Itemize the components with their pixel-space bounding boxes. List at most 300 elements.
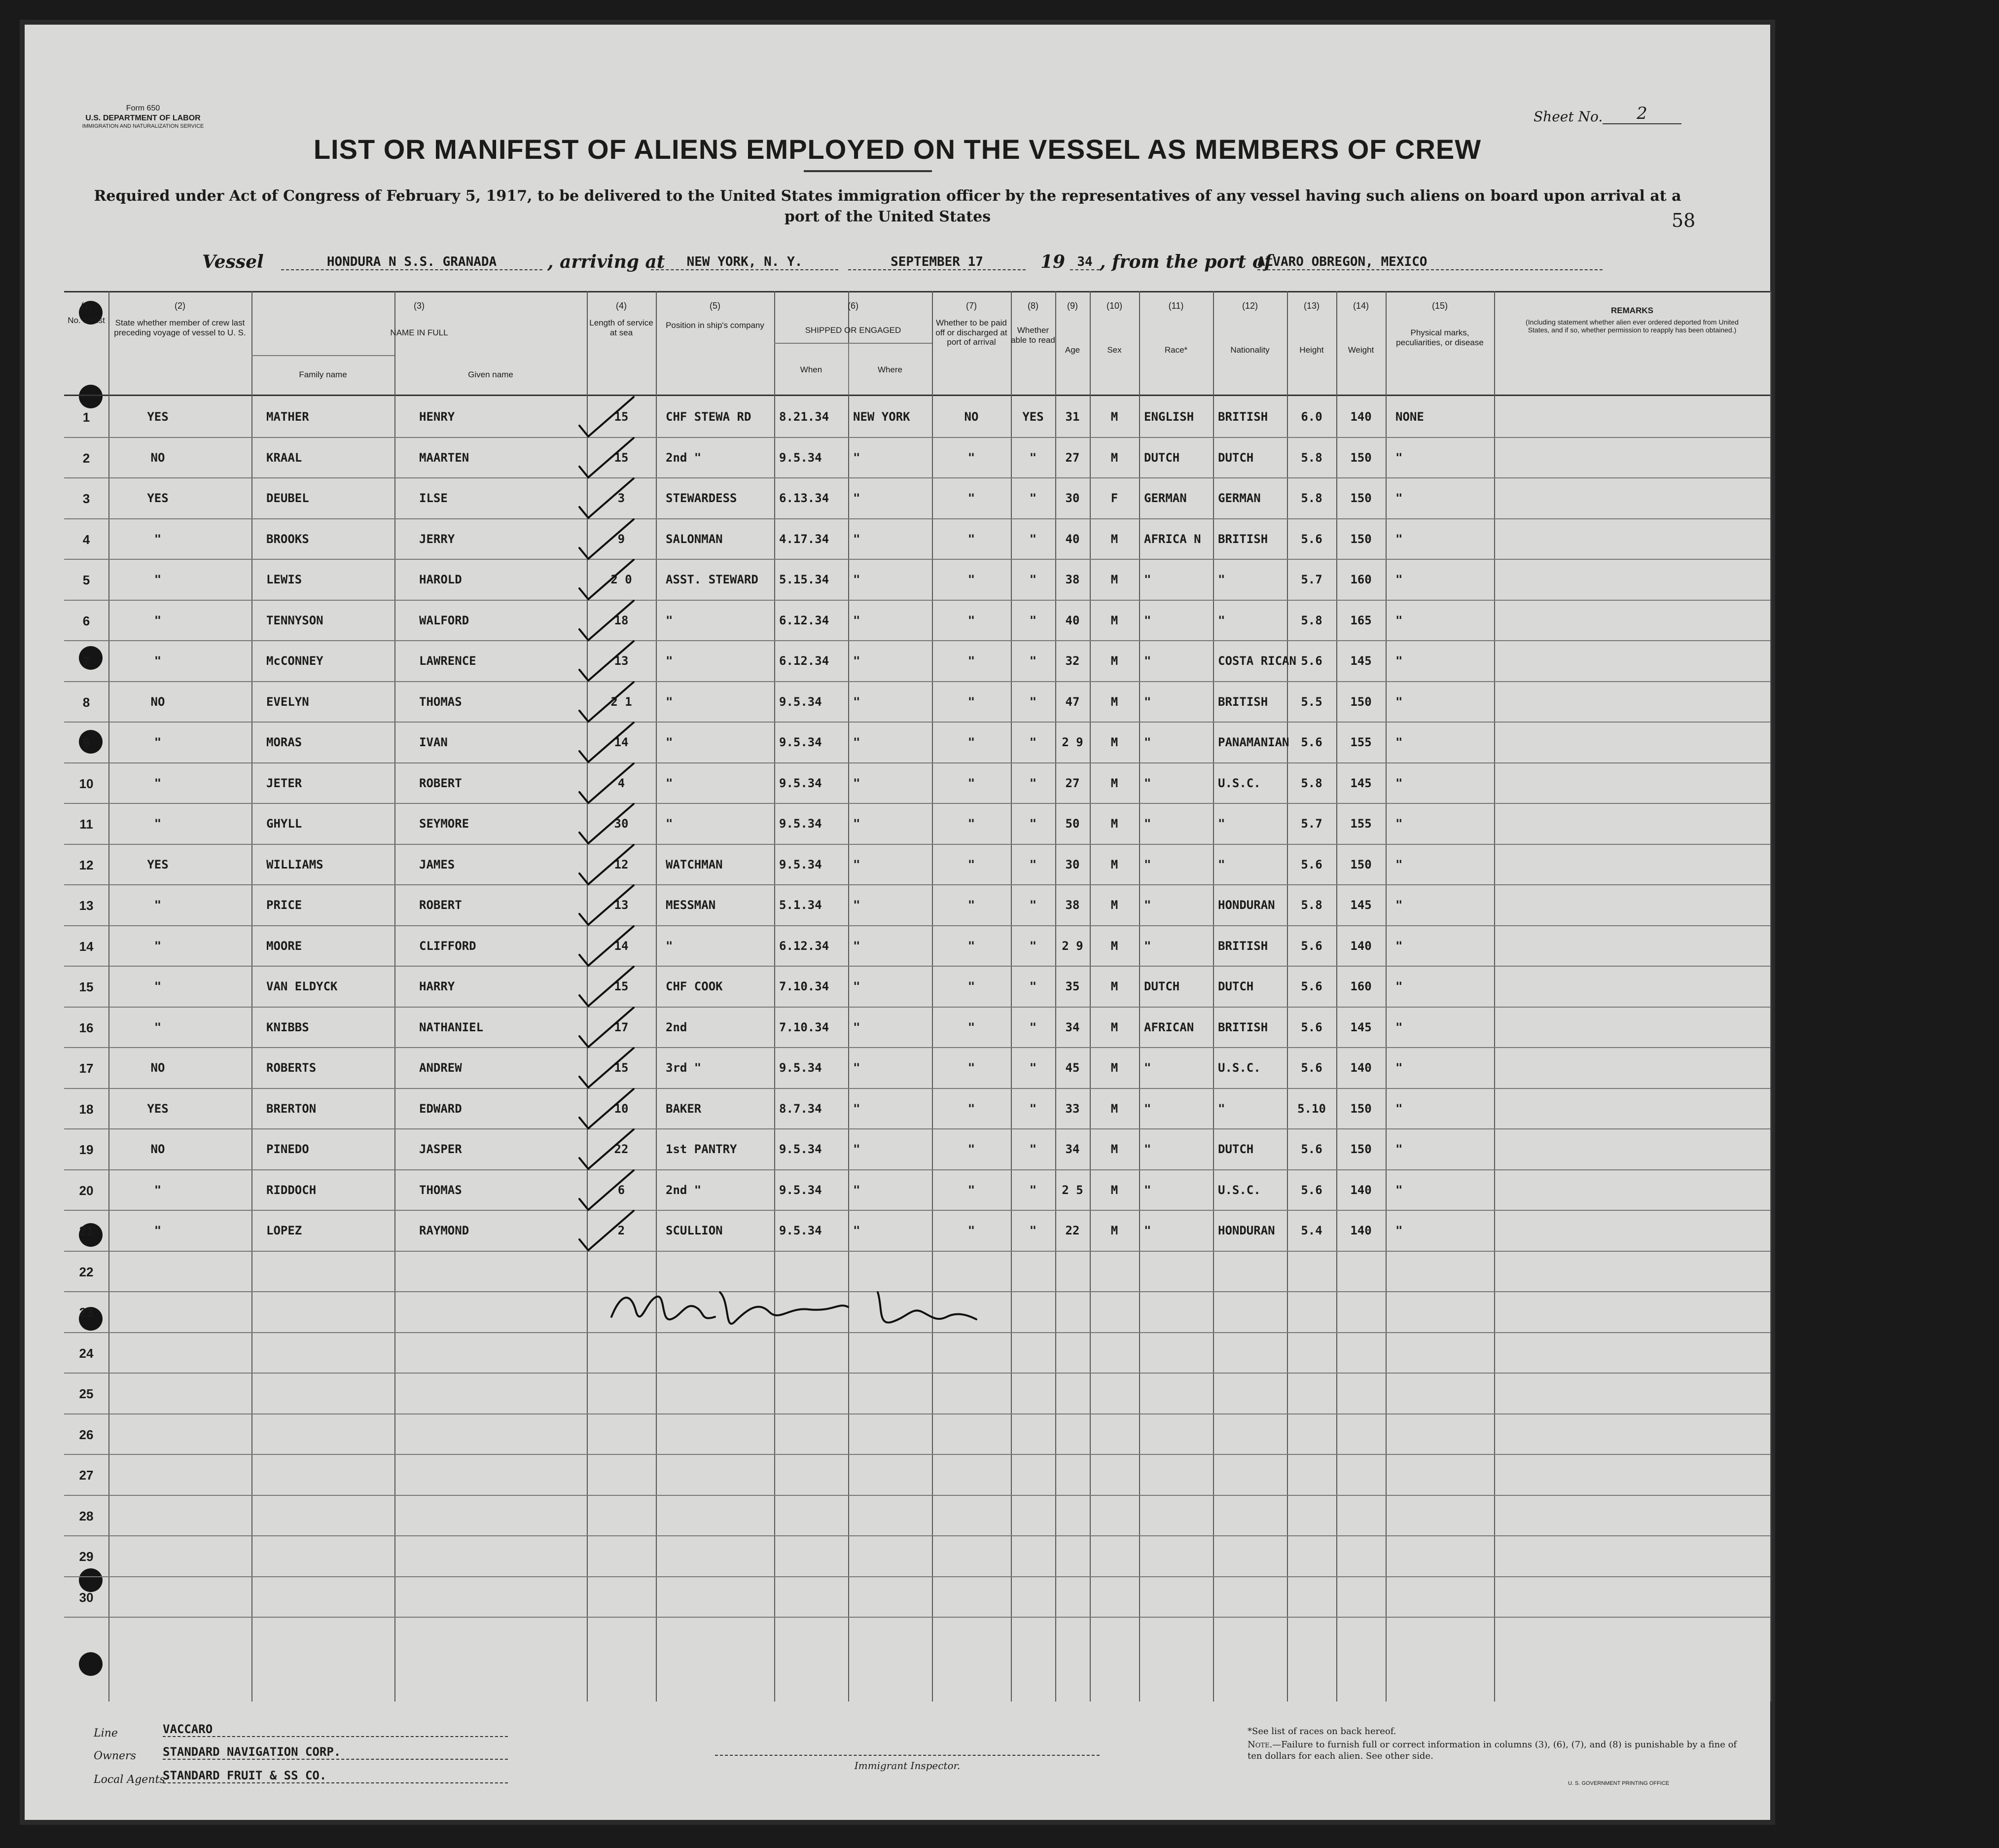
row-number: 11 bbox=[79, 817, 93, 832]
cell-age: 38 bbox=[1065, 573, 1080, 586]
cell-marks: " bbox=[1395, 1224, 1403, 1237]
cell-nationality: " bbox=[1218, 857, 1225, 871]
cell-service: 10 bbox=[614, 1101, 629, 1116]
row-number: 13 bbox=[79, 898, 94, 913]
cell-weight: 160 bbox=[1350, 573, 1372, 586]
cell-nationality: DUTCH bbox=[1218, 979, 1254, 993]
cell-weight: 165 bbox=[1350, 613, 1372, 627]
row-rule bbox=[64, 1535, 1770, 1536]
cell-when: 6.13.34 bbox=[779, 491, 829, 505]
cell-paid: " bbox=[967, 1183, 975, 1197]
cell-service: 9 bbox=[617, 532, 625, 546]
cell-height: 6.0 bbox=[1301, 410, 1322, 424]
col2-num: (2) bbox=[175, 301, 185, 311]
cell-nationality: U.S.C. bbox=[1218, 1061, 1261, 1075]
cell-family: KNIBBS bbox=[266, 1020, 309, 1034]
cell-read: " bbox=[1029, 1061, 1037, 1075]
cell-position: " bbox=[666, 613, 673, 627]
row-rule bbox=[64, 437, 1770, 438]
printer-mark: U. S. GOVERNMENT PRINTING OFFICE bbox=[1568, 1780, 1670, 1786]
row-number: 7 bbox=[82, 654, 90, 669]
cell-paid: " bbox=[967, 939, 975, 953]
cell-race: " bbox=[1144, 898, 1151, 912]
cell-race: " bbox=[1144, 1224, 1151, 1237]
check-mark-icon bbox=[574, 1205, 639, 1254]
col1-label: No. on list bbox=[68, 316, 105, 325]
cell-when: 8.7.34 bbox=[779, 1101, 822, 1116]
row-rule bbox=[64, 518, 1770, 519]
form-id-block bbox=[79, 104, 207, 130]
cell-paid: " bbox=[967, 613, 975, 627]
row-number: 15 bbox=[79, 979, 94, 994]
cell-service: 15 bbox=[614, 979, 629, 993]
cell-race: DUTCH bbox=[1144, 979, 1180, 993]
col11-label: Race* bbox=[1164, 345, 1188, 355]
cell-weight: 150 bbox=[1350, 1142, 1372, 1156]
col6-label: SHIPPED OR ENGAGED bbox=[805, 326, 901, 335]
cell-race: " bbox=[1144, 1101, 1151, 1116]
cell-race: " bbox=[1144, 939, 1151, 953]
vessel-label: Vessel bbox=[202, 252, 264, 272]
cell-marks: " bbox=[1395, 654, 1403, 668]
owners-value: STANDARD NAVIGATION CORP. bbox=[163, 1745, 508, 1760]
row-number: 20 bbox=[79, 1183, 94, 1198]
cell-read: " bbox=[1029, 1224, 1037, 1237]
cell-service: 3 bbox=[617, 491, 625, 505]
col7-num: (7) bbox=[966, 301, 977, 311]
cell-weight: 150 bbox=[1350, 857, 1372, 871]
col14-num: (14) bbox=[1353, 301, 1369, 311]
cell-sex: M bbox=[1110, 450, 1118, 465]
cell-race: " bbox=[1144, 817, 1151, 831]
cell-sex: M bbox=[1110, 817, 1118, 831]
cell-prev: NO bbox=[150, 694, 165, 709]
col14-label: Weight bbox=[1348, 345, 1374, 355]
cell-marks: " bbox=[1395, 1183, 1403, 1197]
cell-nationality: " bbox=[1218, 613, 1225, 627]
footer bbox=[25, 1716, 1770, 1815]
cell-given: LAWRENCE bbox=[419, 654, 476, 668]
cell-when: 6.12.34 bbox=[779, 654, 829, 668]
cell-nationality: HONDURAN bbox=[1218, 898, 1275, 912]
col9-num: (9) bbox=[1067, 301, 1078, 311]
row-rule bbox=[64, 844, 1770, 845]
name-subrule bbox=[251, 355, 394, 356]
cell-weight: 150 bbox=[1350, 532, 1372, 546]
cell-nationality: U.S.C. bbox=[1218, 1183, 1261, 1197]
cell-sex: M bbox=[1110, 857, 1118, 871]
cell-read: YES bbox=[1022, 410, 1044, 424]
cell-family: DEUBEL bbox=[266, 491, 309, 505]
cell-sex: M bbox=[1110, 654, 1118, 668]
cell-where: " bbox=[853, 694, 860, 709]
cell-family: TENNYSON bbox=[266, 613, 323, 627]
cell-marks: " bbox=[1395, 776, 1403, 790]
cell-race: " bbox=[1144, 735, 1151, 749]
cell-position: MESSMAN bbox=[666, 898, 716, 912]
cell-read: " bbox=[1029, 979, 1037, 993]
cell-prev: " bbox=[154, 979, 162, 993]
cell-sex: M bbox=[1110, 1142, 1118, 1156]
cell-where: " bbox=[853, 776, 860, 790]
cell-given: RAYMOND bbox=[419, 1224, 469, 1237]
arriving-port: NEW YORK, N. Y. bbox=[651, 254, 838, 270]
cell-height: 5.4 bbox=[1301, 1224, 1322, 1237]
cell-when: 7.10.34 bbox=[779, 1020, 829, 1034]
note-text: —Failure to furnish full or correct information in columns (3), (6), (7), and (8) is punishable by a fine of ten dollars for each alien. See other side. bbox=[1248, 1739, 1737, 1762]
cell-paid: " bbox=[967, 857, 975, 871]
cell-family: BROOKS bbox=[266, 532, 309, 546]
cell-race: " bbox=[1144, 1061, 1151, 1075]
col10-num: (10) bbox=[1106, 301, 1122, 311]
row-number: 28 bbox=[79, 1508, 94, 1523]
cell-position: " bbox=[666, 817, 673, 831]
cell-read: " bbox=[1029, 735, 1037, 749]
row-number: 23 bbox=[79, 1305, 94, 1320]
year-prefix: 19 bbox=[1040, 252, 1066, 272]
row-number: 14 bbox=[79, 939, 94, 954]
cell-when: 9.5.34 bbox=[779, 450, 822, 465]
cell-read: " bbox=[1029, 817, 1037, 831]
col1-num: (1) bbox=[81, 301, 92, 311]
remarks-note: (Including statement whether alien ever ordered deported from United States, and if so, whether permission to reapply has been obtained.) bbox=[1526, 318, 1739, 334]
cell-paid: " bbox=[967, 654, 975, 668]
remarks-header: REMARKS bbox=[1611, 306, 1653, 315]
cell-height: 5.6 bbox=[1301, 735, 1322, 749]
cell-when: 9.5.34 bbox=[779, 817, 822, 831]
col12-label: Nationality bbox=[1230, 345, 1270, 355]
cell-nationality: BRITISH bbox=[1218, 939, 1268, 953]
row-rule bbox=[64, 722, 1770, 723]
from-port-label: , from the port of bbox=[1100, 252, 1272, 272]
cell-nationality: " bbox=[1218, 573, 1225, 586]
arrival-date: SEPTEMBER 17 bbox=[848, 254, 1026, 270]
cell-age: 47 bbox=[1065, 694, 1080, 709]
manifest-page bbox=[20, 20, 1775, 1825]
cell-marks: " bbox=[1395, 979, 1403, 993]
cell-family: MORAS bbox=[266, 735, 302, 749]
cell-weight: 150 bbox=[1350, 491, 1372, 505]
cell-nationality: " bbox=[1218, 1101, 1225, 1116]
cell-read: " bbox=[1029, 939, 1037, 953]
row-number: 5 bbox=[82, 573, 90, 587]
cell-race: ENGLISH bbox=[1144, 410, 1194, 424]
col-rule bbox=[1770, 291, 1771, 1702]
races-note: *See list of races on back hereof. bbox=[1248, 1726, 1396, 1737]
cell-when: 9.5.34 bbox=[779, 857, 822, 871]
cell-height: 5.6 bbox=[1301, 1183, 1322, 1197]
cell-where: " bbox=[853, 532, 860, 546]
cell-read: " bbox=[1029, 857, 1037, 871]
owners-label: Owners bbox=[94, 1750, 136, 1762]
col12-num: (12) bbox=[1242, 301, 1258, 311]
cell-weight: 140 bbox=[1350, 1061, 1372, 1075]
cell-read: " bbox=[1029, 1101, 1037, 1116]
cell-height: 5.8 bbox=[1301, 898, 1322, 912]
cell-position: 3rd " bbox=[666, 1061, 702, 1075]
cell-height: 5.7 bbox=[1301, 573, 1322, 586]
cell-paid: " bbox=[967, 1020, 975, 1034]
cell-given: THOMAS bbox=[419, 694, 462, 709]
cell-prev: " bbox=[154, 613, 162, 627]
cell-read: " bbox=[1029, 776, 1037, 790]
page-number: 58 bbox=[1672, 210, 1696, 231]
cell-nationality: COSTA RICAN bbox=[1218, 654, 1296, 668]
cell-read: " bbox=[1029, 450, 1037, 465]
cell-service: 12 bbox=[614, 857, 629, 871]
col7-label: Whether to be paid off or discharged at port of arrival bbox=[935, 318, 1007, 347]
cell-given: ROBERT bbox=[419, 776, 462, 790]
cell-given: EDWARD bbox=[419, 1101, 462, 1116]
row-number: 1 bbox=[82, 410, 90, 425]
cell-position: " bbox=[666, 654, 673, 668]
cell-prev: NO bbox=[150, 450, 165, 465]
cell-race: " bbox=[1144, 776, 1151, 790]
cell-paid: " bbox=[967, 898, 975, 912]
subtitle-line-1: Required under Act of Congress of February 5, 1917, to be delivered to the United States immigration officer by the representatives of any vessel having such aliens on board upon arrival at a bbox=[94, 187, 1681, 205]
cell-age: 30 bbox=[1065, 491, 1080, 505]
row-rule bbox=[64, 1495, 1770, 1496]
inspector-signature bbox=[602, 1272, 986, 1341]
cell-height: 5.6 bbox=[1301, 857, 1322, 871]
row-number: 25 bbox=[79, 1386, 94, 1401]
col11-num: (11) bbox=[1168, 301, 1184, 311]
row-rule bbox=[64, 1454, 1770, 1455]
cell-age: 27 bbox=[1065, 776, 1080, 790]
cell-weight: 150 bbox=[1350, 694, 1372, 709]
given-name-header: Given name bbox=[468, 370, 513, 379]
cell-service: 6 bbox=[617, 1183, 625, 1197]
cell-given: HARRY bbox=[419, 979, 455, 993]
cell-height: 5.6 bbox=[1301, 1142, 1322, 1156]
inspector-line bbox=[715, 1755, 1100, 1756]
cell-position: ASST. STEWARD bbox=[666, 573, 758, 586]
col15-label: Physical marks, peculiarities, or disease bbox=[1396, 328, 1484, 347]
cell-prev: " bbox=[154, 898, 162, 912]
cell-weight: 140 bbox=[1350, 939, 1372, 953]
cell-where: " bbox=[853, 939, 860, 953]
cell-given: JAMES bbox=[419, 857, 455, 871]
col4-label: Length of service at sea bbox=[589, 318, 653, 337]
cell-position: WATCHMAN bbox=[666, 857, 723, 871]
cell-paid: " bbox=[967, 532, 975, 546]
cell-nationality: U.S.C. bbox=[1218, 776, 1261, 790]
sheet-number: 2 bbox=[1603, 104, 1681, 124]
cell-marks: " bbox=[1395, 573, 1403, 586]
cell-when: 9.5.34 bbox=[779, 1183, 822, 1197]
col3-num: (3) bbox=[414, 301, 425, 311]
cell-weight: 150 bbox=[1350, 1101, 1372, 1116]
cell-service: 22 bbox=[614, 1142, 629, 1156]
cell-age: 50 bbox=[1065, 817, 1080, 831]
cell-paid: " bbox=[967, 694, 975, 709]
cell-given: ROBERT bbox=[419, 898, 462, 912]
row-rule bbox=[64, 1617, 1770, 1618]
row-number: 12 bbox=[79, 857, 94, 872]
cell-age: 2 5 bbox=[1062, 1183, 1083, 1197]
cell-service: 2 0 bbox=[610, 573, 632, 586]
cell-family: McCONNEY bbox=[266, 654, 323, 668]
row-rule bbox=[64, 1128, 1770, 1129]
cell-given: JERRY bbox=[419, 532, 455, 546]
row-rule bbox=[64, 1576, 1770, 1577]
cell-height: 5.6 bbox=[1301, 1020, 1322, 1034]
cell-height: 5.7 bbox=[1301, 817, 1322, 831]
row-number: 21 bbox=[79, 1224, 94, 1238]
cell-position: 1st PANTRY bbox=[666, 1142, 737, 1156]
cell-prev: YES bbox=[147, 410, 169, 424]
cell-sex: M bbox=[1110, 573, 1118, 586]
cell-age: 34 bbox=[1065, 1020, 1080, 1034]
cell-weight: 145 bbox=[1350, 776, 1372, 790]
row-number: 10 bbox=[79, 776, 94, 791]
cell-where: " bbox=[853, 817, 860, 831]
cell-position: STEWARDESS bbox=[666, 491, 737, 505]
when-header: When bbox=[800, 365, 822, 374]
cell-age: 2 9 bbox=[1062, 939, 1083, 953]
cell-age: 40 bbox=[1065, 532, 1080, 546]
cell-when: 9.5.34 bbox=[779, 1224, 822, 1237]
row-number: 30 bbox=[79, 1590, 94, 1605]
cell-sex: M bbox=[1110, 735, 1118, 749]
col6-num: (6) bbox=[848, 301, 858, 311]
cell-weight: 145 bbox=[1350, 654, 1372, 668]
cell-given: THOMAS bbox=[419, 1183, 462, 1197]
cell-when: 9.5.34 bbox=[779, 735, 822, 749]
cell-family: BRERTON bbox=[266, 1101, 317, 1116]
row-rule bbox=[64, 1251, 1770, 1252]
cell-position: CHF STEWA RD bbox=[666, 410, 751, 424]
cell-when: 5.15.34 bbox=[779, 573, 829, 586]
cell-age: 2 9 bbox=[1062, 735, 1083, 749]
cell-prev: " bbox=[154, 1183, 162, 1197]
cell-sex: M bbox=[1110, 1224, 1118, 1237]
row-number: 27 bbox=[79, 1468, 94, 1483]
cell-nationality: BRITISH bbox=[1218, 1020, 1268, 1034]
cell-height: 5.8 bbox=[1301, 776, 1322, 790]
row-number: 19 bbox=[79, 1142, 94, 1157]
cell-height: 5.6 bbox=[1301, 979, 1322, 993]
cell-when: 6.12.34 bbox=[779, 613, 829, 627]
cell-family: LEWIS bbox=[266, 573, 302, 586]
col10-label: Sex bbox=[1107, 345, 1122, 355]
cell-when: 5.1.34 bbox=[779, 898, 822, 912]
cell-height: 5.10 bbox=[1297, 1101, 1326, 1116]
cell-where: " bbox=[853, 450, 860, 465]
cell-age: 22 bbox=[1065, 1224, 1080, 1237]
cell-when: 6.12.34 bbox=[779, 939, 829, 953]
department: U.S. DEPARTMENT OF LABOR bbox=[85, 114, 201, 122]
cell-read: " bbox=[1029, 694, 1037, 709]
col13-num: (13) bbox=[1303, 301, 1320, 311]
cell-marks: " bbox=[1395, 857, 1403, 871]
cell-height: 5.8 bbox=[1301, 613, 1322, 627]
cell-age: 45 bbox=[1065, 1061, 1080, 1075]
row-rule bbox=[64, 762, 1770, 763]
cell-height: 5.6 bbox=[1301, 1061, 1322, 1075]
row-rule bbox=[64, 1007, 1770, 1008]
note-label: Note. bbox=[1248, 1739, 1273, 1750]
cell-family: MATHER bbox=[266, 410, 309, 424]
row-number: 4 bbox=[82, 532, 90, 547]
cell-where: " bbox=[853, 491, 860, 505]
row-number: 26 bbox=[79, 1427, 94, 1442]
cell-prev: " bbox=[154, 735, 162, 749]
cell-weight: 140 bbox=[1350, 410, 1372, 424]
row-number: 29 bbox=[79, 1549, 94, 1564]
cell-read: " bbox=[1029, 1142, 1037, 1156]
cell-sex: M bbox=[1110, 1020, 1118, 1034]
cell-height: 5.5 bbox=[1301, 694, 1322, 709]
col8-num: (8) bbox=[1028, 301, 1038, 311]
cell-sex: M bbox=[1110, 613, 1118, 627]
cell-prev: " bbox=[154, 1224, 162, 1237]
cell-prev: " bbox=[154, 817, 162, 831]
cell-marks: NONE bbox=[1395, 410, 1424, 424]
row-rule bbox=[64, 559, 1770, 560]
cell-family: RIDDOCH bbox=[266, 1183, 317, 1197]
cell-service: 14 bbox=[614, 735, 629, 749]
cell-marks: " bbox=[1395, 491, 1403, 505]
cell-marks: " bbox=[1395, 1061, 1403, 1075]
row-rule bbox=[64, 925, 1770, 926]
cell-sex: M bbox=[1110, 694, 1118, 709]
row-number: 16 bbox=[79, 1020, 94, 1035]
cell-service: 17 bbox=[614, 1020, 629, 1034]
cell-paid: " bbox=[967, 1101, 975, 1116]
cell-weight: 160 bbox=[1350, 979, 1372, 993]
family-name-header: Family name bbox=[299, 370, 347, 379]
cell-weight: 140 bbox=[1350, 1183, 1372, 1197]
col9-label: Age bbox=[1065, 345, 1080, 355]
cell-family: LOPEZ bbox=[266, 1224, 302, 1237]
cell-height: 5.8 bbox=[1301, 450, 1322, 465]
cell-where: " bbox=[853, 857, 860, 871]
row-rule bbox=[64, 640, 1770, 641]
where-header: Where bbox=[877, 365, 903, 374]
cell-marks: " bbox=[1395, 532, 1403, 546]
cell-marks: " bbox=[1395, 939, 1403, 953]
cell-position: SALONMAN bbox=[666, 532, 723, 546]
cell-where: " bbox=[853, 735, 860, 749]
row-rule bbox=[64, 966, 1770, 967]
cell-height: 5.6 bbox=[1301, 939, 1322, 953]
cell-paid: " bbox=[967, 776, 975, 790]
penalty-note bbox=[1248, 1739, 1741, 1762]
cell-position: " bbox=[666, 694, 673, 709]
cell-service: 13 bbox=[614, 898, 629, 912]
cell-age: 27 bbox=[1065, 450, 1080, 465]
cell-where: " bbox=[853, 898, 860, 912]
cell-height: 5.6 bbox=[1301, 532, 1322, 546]
cell-given: ANDREW bbox=[419, 1061, 462, 1075]
cell-race: " bbox=[1144, 613, 1151, 627]
cell-sex: M bbox=[1110, 1101, 1118, 1116]
cell-where: " bbox=[853, 1142, 860, 1156]
cell-paid: " bbox=[967, 1061, 975, 1075]
col5-label: Position in ship's company bbox=[666, 321, 764, 330]
cell-service: 18 bbox=[614, 613, 629, 627]
cell-sex: M bbox=[1110, 1061, 1118, 1075]
cell-where: " bbox=[853, 613, 860, 627]
cell-family: PINEDO bbox=[266, 1142, 309, 1156]
row-rule bbox=[64, 803, 1770, 804]
cell-marks: " bbox=[1395, 735, 1403, 749]
cell-family: GHYLL bbox=[266, 817, 302, 831]
cell-where: " bbox=[853, 1101, 860, 1116]
cell-paid: " bbox=[967, 817, 975, 831]
cell-when: 4.17.34 bbox=[779, 532, 829, 546]
